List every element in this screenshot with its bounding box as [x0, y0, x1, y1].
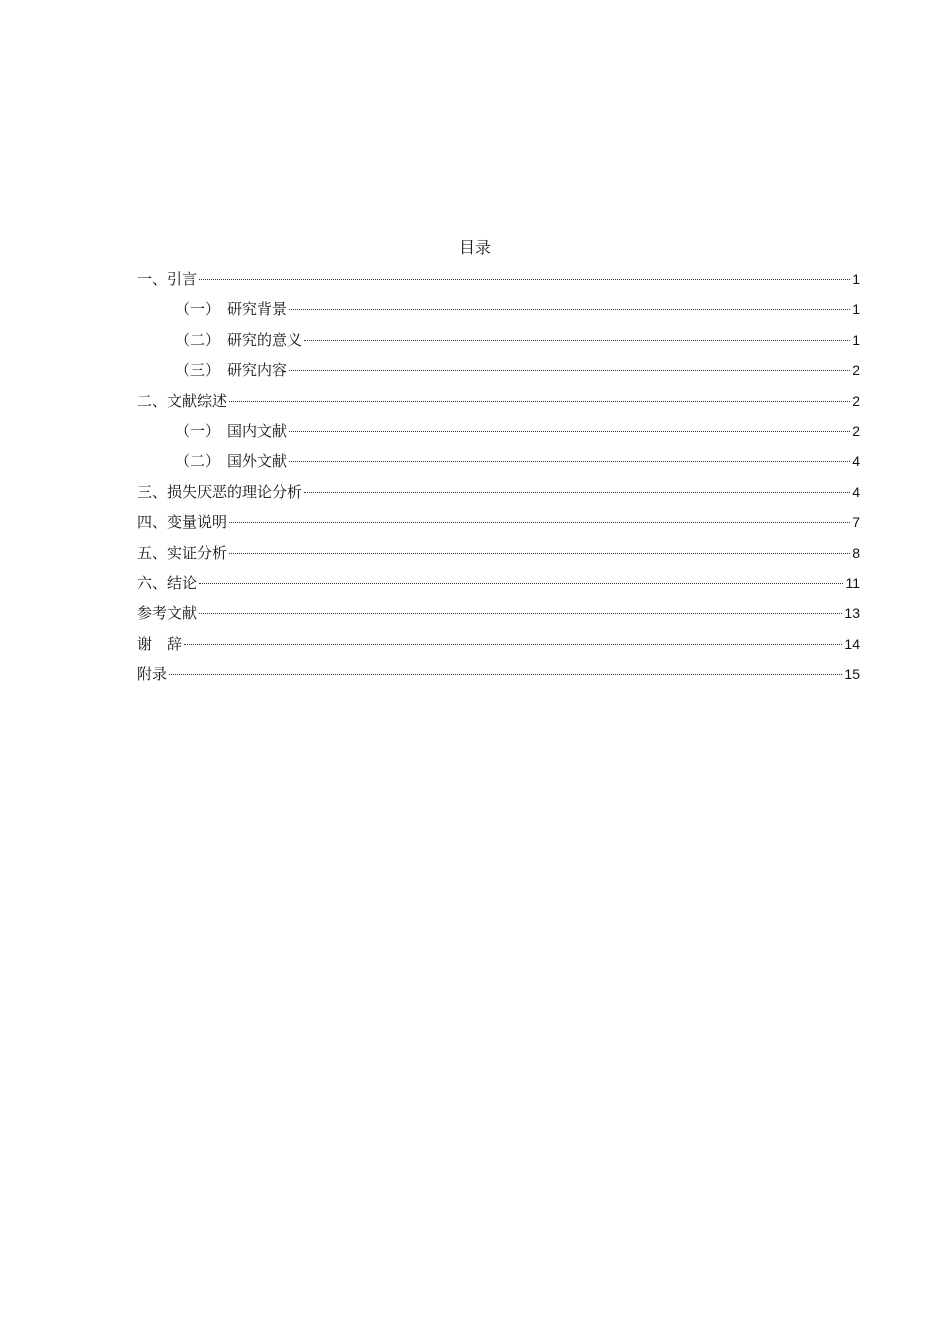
toc-entry-label — [175, 328, 302, 352]
toc-page-number: 2 — [852, 392, 860, 409]
toc-page-number: 14 — [844, 635, 860, 652]
toc-entry-text: 研究内容 — [227, 361, 288, 380]
toc-leader-dots — [199, 613, 842, 614]
toc-leader-dots — [289, 431, 850, 432]
toc-entry-text: 研究的意义 — [227, 330, 303, 349]
toc-entry-domestic-literature[interactable] — [137, 419, 860, 449]
toc-page-number: 11 — [845, 574, 860, 591]
toc-entry-label — [175, 449, 287, 473]
toc-page-number: 1 — [852, 301, 860, 318]
toc-entry-text: 国内文献 — [227, 421, 288, 440]
toc-page-number: 7 — [852, 514, 860, 531]
toc-leader-dots — [199, 583, 843, 584]
toc-page-number: 13 — [844, 605, 860, 622]
toc-leader-dots — [304, 492, 850, 493]
toc-entry-appendix[interactable] — [137, 662, 860, 692]
toc-leader-dots — [289, 309, 850, 310]
toc-leader-dots — [289, 461, 850, 462]
toc-entry-label: 三、损失厌恶的理论分析 — [137, 482, 303, 501]
toc-entry-label: 六、结论 — [137, 573, 198, 592]
toc-entry-number: （二） — [175, 452, 221, 471]
toc-entry-label: 谢 辞 — [137, 634, 183, 653]
toc-entry-empirical-analysis[interactable] — [137, 541, 860, 571]
toc-leader-dots — [304, 340, 850, 341]
toc-entry-acknowledgements[interactable] — [137, 632, 860, 662]
toc-entry-number: （二） — [175, 330, 221, 349]
toc-entry-label: 五、实证分析 — [137, 543, 228, 562]
toc-entry-label: 一、引言 — [137, 270, 198, 288]
toc-page-number: 4 — [852, 453, 860, 470]
toc-entry-label — [175, 358, 287, 382]
toc-entry-label — [175, 297, 287, 321]
table-of-contents — [137, 267, 860, 692]
toc-entry-label: 二、文献综述 — [137, 391, 228, 410]
toc-page-number: 15 — [844, 666, 860, 683]
toc-page-number: 2 — [852, 362, 860, 379]
toc-title: 目录 — [458, 238, 491, 257]
toc-entry-conclusion[interactable] — [137, 571, 860, 601]
toc-page-number: 4 — [852, 483, 860, 500]
toc-entry-number: （三） — [175, 361, 221, 380]
toc-entry-research-content[interactable] — [137, 358, 860, 388]
toc-leader-dots — [184, 644, 842, 645]
toc-leader-dots — [229, 522, 850, 523]
toc-page-number: 8 — [852, 544, 860, 561]
toc-entry-text: 国外文献 — [227, 452, 288, 471]
toc-entry-literature-review[interactable] — [137, 389, 860, 419]
toc-entry-references[interactable] — [137, 601, 860, 631]
toc-entry-label: 四、变量说明 — [137, 513, 228, 532]
toc-entry-introduction[interactable] — [137, 267, 860, 297]
toc-entry-label: 附录 — [137, 665, 168, 684]
toc-page-number: 2 — [852, 422, 860, 439]
toc-leader-dots — [229, 401, 850, 402]
toc-entry-label: 参考文献 — [137, 604, 198, 623]
toc-entry-label — [175, 419, 287, 443]
toc-entry-loss-aversion-theory[interactable] — [137, 480, 860, 510]
toc-entry-foreign-literature[interactable] — [137, 449, 860, 479]
toc-entry-variables[interactable] — [137, 510, 860, 540]
toc-leader-dots — [199, 279, 850, 280]
toc-leader-dots — [289, 370, 850, 371]
toc-entry-text: 研究背景 — [227, 300, 288, 319]
toc-entry-number: （一） — [175, 300, 221, 319]
toc-leader-dots — [229, 553, 850, 554]
toc-entry-research-significance[interactable] — [137, 328, 860, 358]
toc-page-number: 1 — [852, 331, 860, 348]
toc-leader-dots — [169, 674, 842, 675]
toc-page-number: 1 — [852, 271, 860, 287]
toc-entry-number: （一） — [175, 421, 221, 440]
toc-entry-research-background[interactable] — [137, 297, 860, 327]
